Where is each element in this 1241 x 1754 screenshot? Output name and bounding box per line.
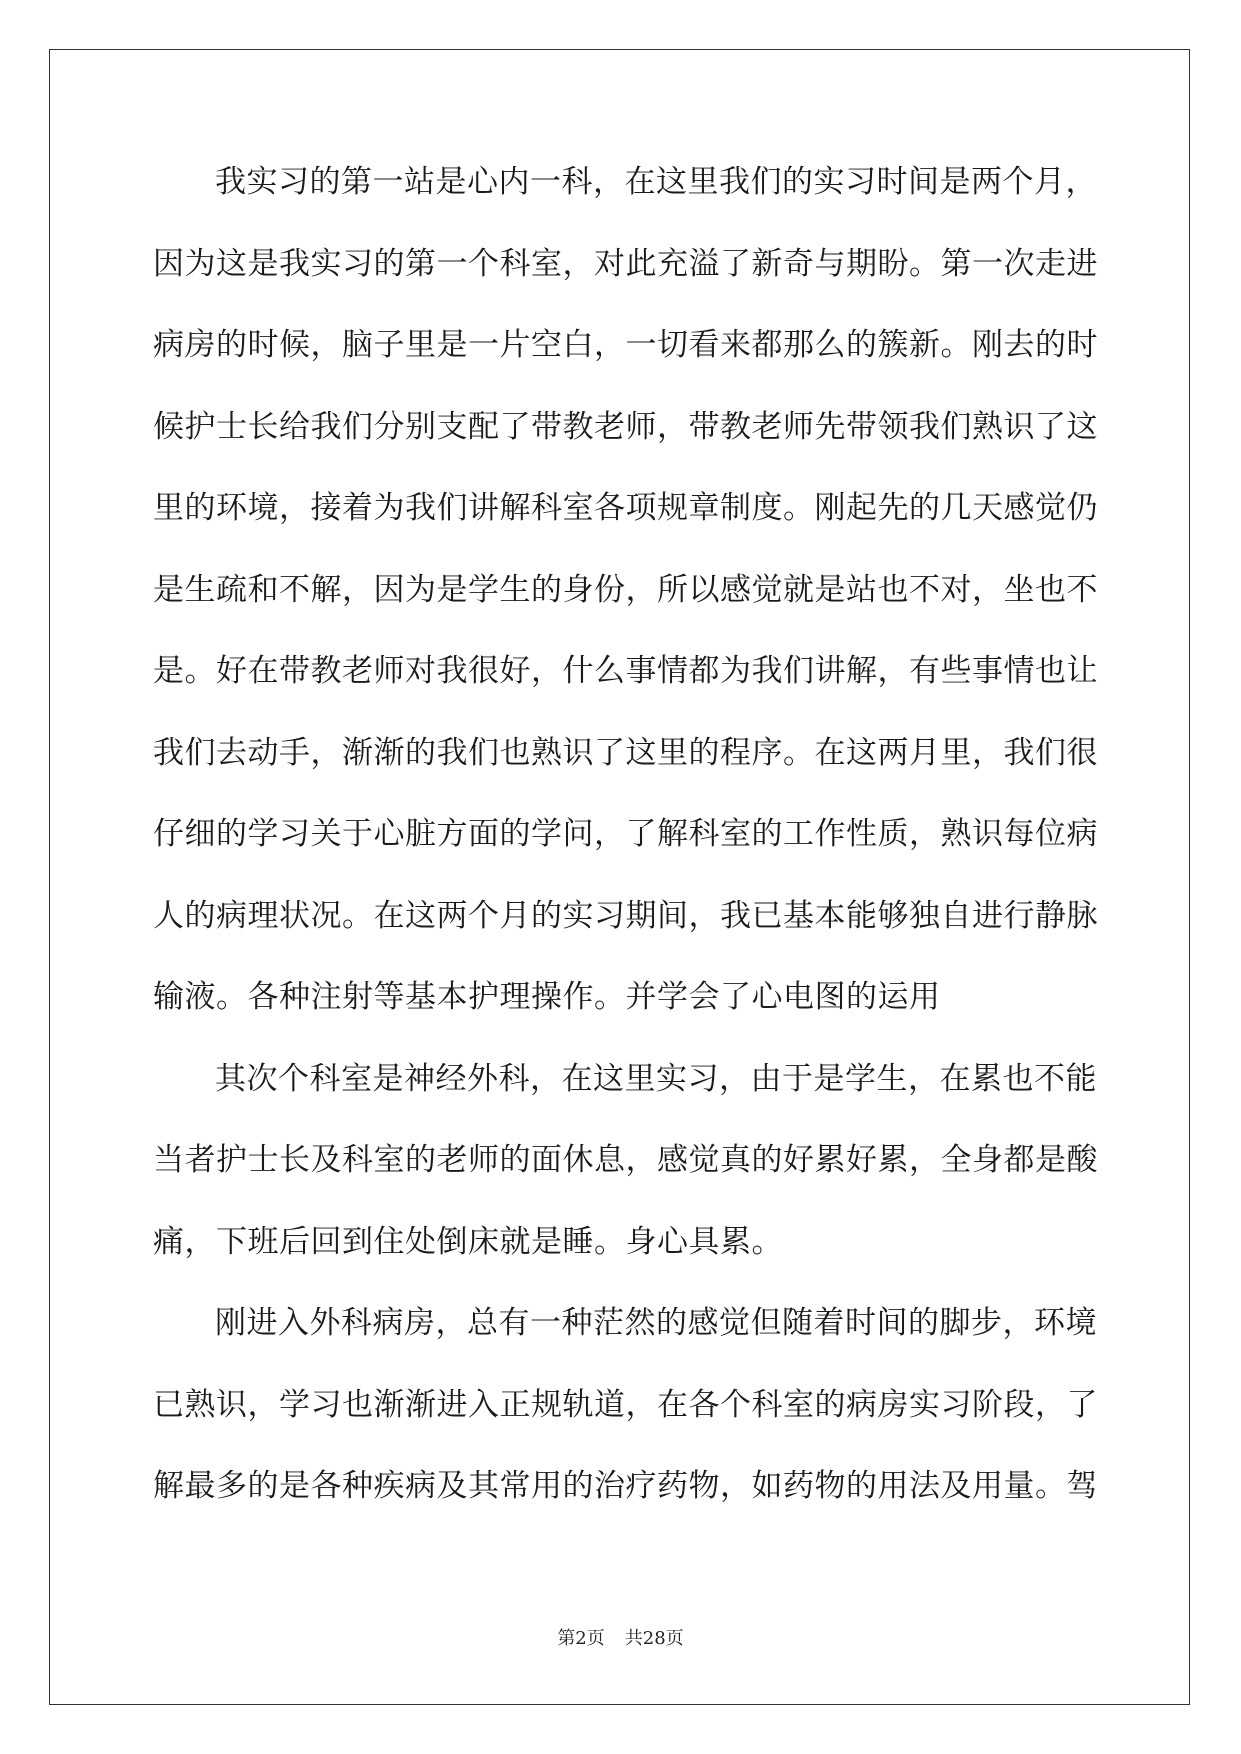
text-line: 解最多的是各种疾病及其常用的治疗药物，如药物的用法及用量。驾 bbox=[153, 1468, 1098, 1504]
text-line: 病房的时候，脑子里是一片空白，一切看来都那么的簇新。刚去的时 bbox=[153, 327, 1098, 363]
text-line: 我们去动手，渐渐的我们也熟识了这里的程序。在这两月里，我们很 bbox=[153, 734, 1098, 771]
page-footer bbox=[0, 1627, 1241, 1651]
text-line: 其次个科室是神经外科，在这里实习，由于是学生，在累也不能 bbox=[215, 1060, 1097, 1097]
page-total: 共28页 bbox=[624, 1628, 684, 1649]
text-line: 里的环境，接着为我们讲解科室各项规章制度。刚起先的几天感觉仍 bbox=[153, 490, 1098, 526]
text-line: 候护士长给我们分别支配了带教老师，带教老师先带领我们熟识了这 bbox=[153, 408, 1098, 445]
text-line: 已熟识，学习也渐渐进入正规轨道，在各个科室的病房实习阶段，了 bbox=[153, 1386, 1098, 1423]
text-line: 是。好在带教老师对我很好，什么事情都为我们讲解，有些事情也让 bbox=[153, 653, 1098, 689]
text-line: 我实习的第一站是心内一科，在这里我们的实习时间是两个月， bbox=[215, 164, 1097, 200]
text-line: 是生疏和不解，因为是学生的身份，所以感觉就是站也不对，坐也不 bbox=[153, 571, 1098, 608]
page-number: 第2页 bbox=[557, 1628, 605, 1649]
document-body bbox=[153, 158, 1098, 1544]
text-line: 痛，下班后回到住处倒床就是睡。身心具累。 bbox=[153, 1223, 783, 1260]
text-line: 因为这是我实习的第一个科室，对此充溢了新奇与期盼。第一次走进 bbox=[153, 245, 1098, 282]
text-line: 当者护士长及科室的老师的面休息，感觉真的好累好累，全身都是酸 bbox=[153, 1142, 1098, 1178]
text-line: 刚进入外科病房，总有一种茫然的感觉但随着时间的脚步，环境 bbox=[215, 1305, 1097, 1341]
text-line: 仔细的学习关于心脏方面的学问，了解科室的工作性质，熟识每位病 bbox=[153, 816, 1098, 852]
text-line: 输液。各种注射等基本护理操作。并学会了心电图的运用 bbox=[153, 979, 941, 1015]
text-line: 人的病理状况。在这两个月的实习期间，我已基本能够独自进行静脉 bbox=[153, 897, 1098, 934]
